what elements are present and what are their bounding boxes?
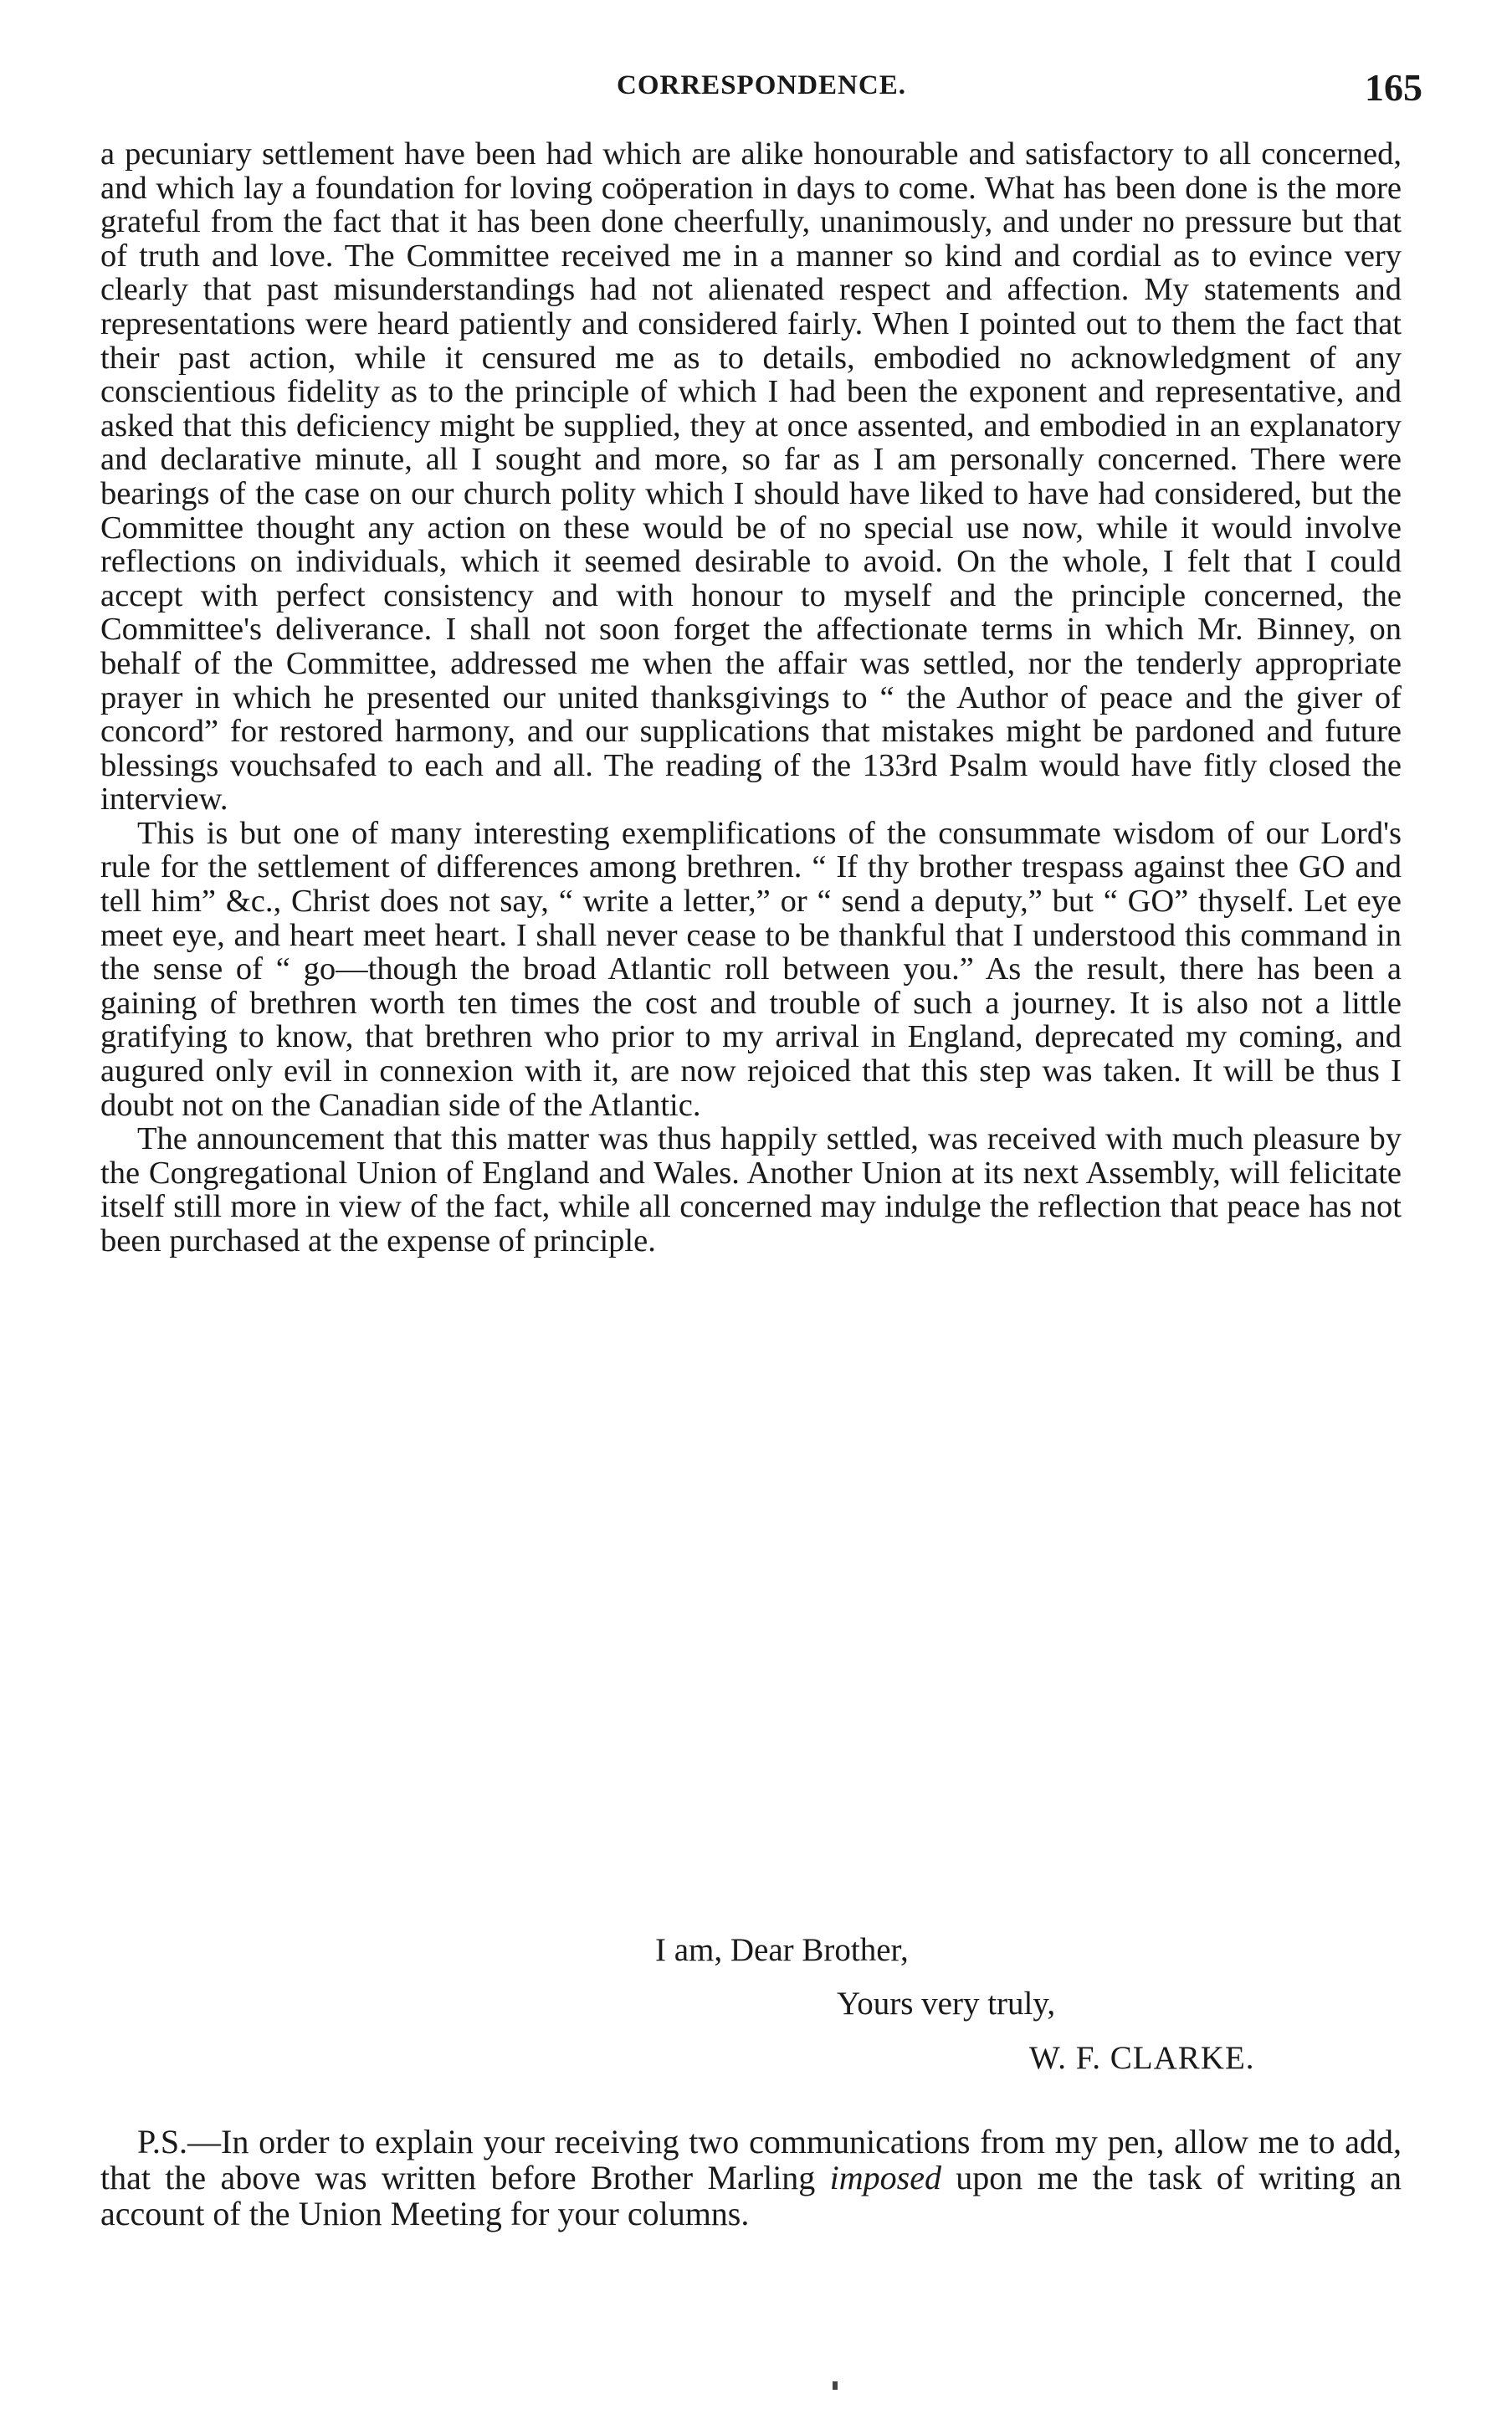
- signature: W. F. CLARKE.: [1029, 2040, 1255, 2076]
- closing-salutation: I am, Dear Brother,: [655, 1932, 909, 1968]
- closing-yours: Yours very truly,: [837, 1986, 1056, 2022]
- postscript: [100, 2124, 1402, 2232]
- paragraph-announcement: The announcement that this matter was thus happily settled, was received with much pleasure by the Congregational Union of England and Wales. Another Union at its next Assembly, will felicitate itself still more in view of the fact, while all concerned may indulge the reflection that peace has not been purchased at the expense of principle.: [100, 1121, 1402, 1258]
- page-number: 165: [1365, 66, 1422, 109]
- postscript-italic-word: imposed: [829, 2159, 941, 2196]
- paragraph-exemplification: This is but one of many interesting exemplifications of the consummate wisdom of our Lord's rule for the settlement of differences among brethren. “ If thy brother trespass against thee GO and tell him” &c., Christ does not say, “ write a letter,” or “ send a deputy,” but “ GO” thyself. Let eye meet eye, and heart meet heart. I shall never cease to be thankful that I understood this command in the sense of “ go—though the broad Atlantic roll between you.” As the result, there has been a gaining of brethren worth ten times the cost and trouble of such a journey. It is also not a little gratifying to know, that brethren who prior to my arrival in England, deprecated my coming, and augured only evil in connexion with it, are now rejoiced that this step was taken. It will be thus I doubt not on the Canadian side of the Atlantic.: [100, 815, 1402, 1123]
- postscript-text-start: P.S.—In order to explain your receiving two communications from my pen, allow me to add, that the above was written before Brother Marling: [100, 2123, 1402, 2196]
- body-text: [100, 137, 1402, 1258]
- running-title: CORRESPONDENCE.: [617, 70, 906, 100]
- paragraph-continuation: a pecuniary settlement have been had which are alike honourable and satisfactory to all concerned, and which lay a foundation for loving coöperation in days to come. What has been done is the more grateful from the fact that it has been done cheerfully, unanimously, and under no pressure but that of truth and love. The Committee received me in a manner so kind and cordial as to evince very clearly that past misunderstandings had not alienated respect and affection. My statements and representations were heard patiently and considered fairly. When I pointed out to them the fact that their past action, while it censured me as to details, embodied no acknowledgment of any conscientious fidelity as to the principle of which I had been the exponent and representative, and asked that this deficiency might be supplied, they at once assented, and embodied in an explanatory and declarative minute, all I sought and more, so far as I am personally concerned. There were bearings of the case on our church polity which I should have liked to have had considered, but the Committee thought any action on these would be of no special use now, while it would involve reflections on individuals, which it seemed desirable to avoid. On the whole, I felt that I could accept with perfect consistency and with honour to myself and the principle concerned, the Committee's deliverance. I shall not soon forget the affectionate terms in which Mr. Binney, on behalf of the Committee, addressed me when the affair was settled, nor the tenderly appropriate prayer in which he presented our united thanksgivings to “ the Author of peace and the giver of concord” for restored harmony, and our supplications that mistakes might be pardoned and future blessings vouchsafed to each and all. The reading of the 133rd Psalm would have fitly closed the interview.: [100, 136, 1402, 818]
- running-head: [100, 65, 1422, 115]
- print-mark: [833, 2381, 838, 2390]
- postscript-text-end: upon me the task of writing an account of the Union Meeting for your columns.: [100, 2159, 1402, 2232]
- postscript-paragraph: [100, 2124, 1402, 2232]
